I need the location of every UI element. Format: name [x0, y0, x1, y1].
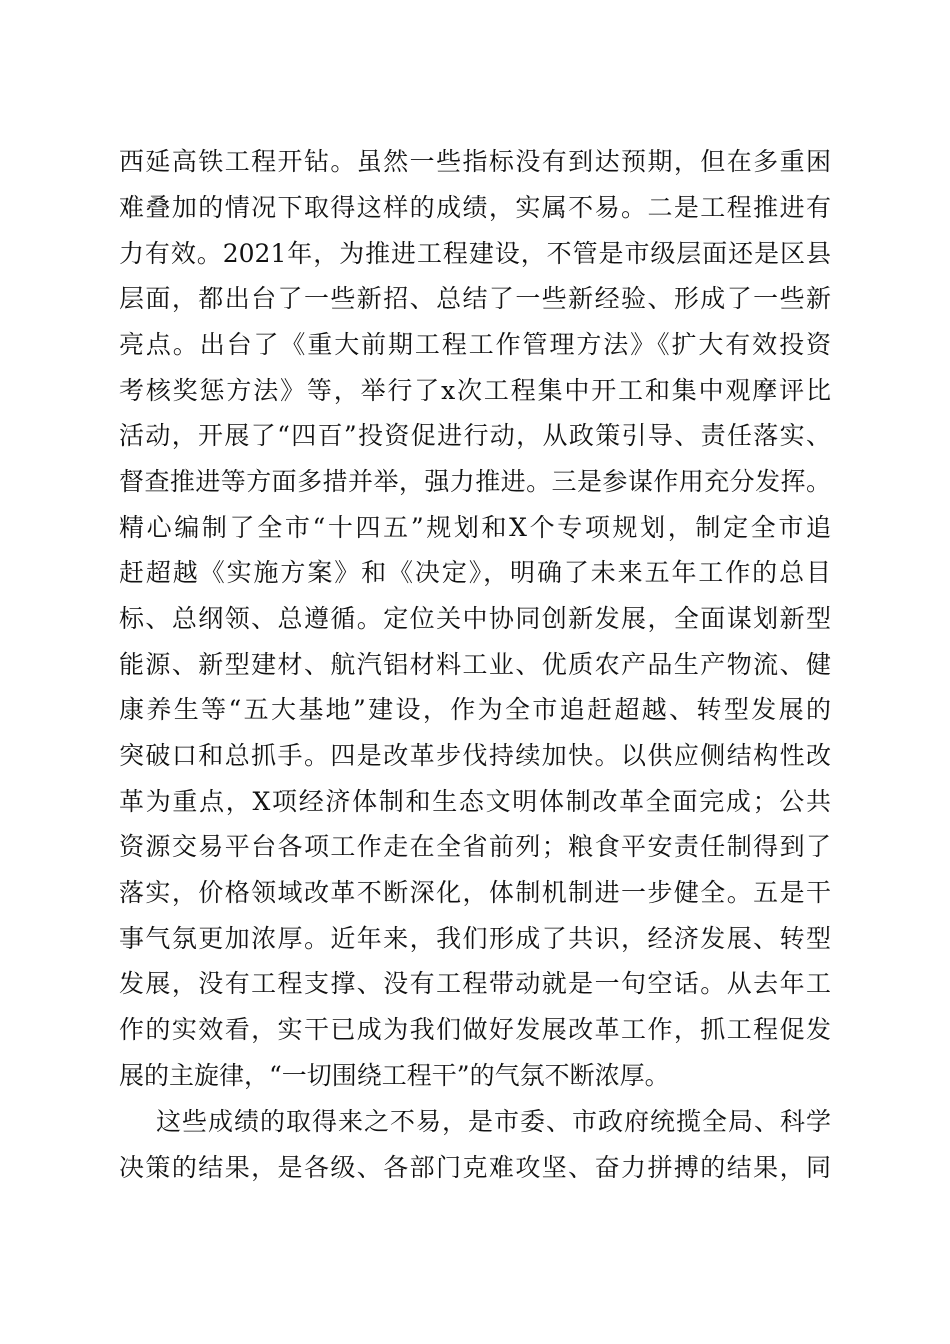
text-line: 层面，都出台了一些新招、总结了一些新经验、形成了一些新 [119, 284, 831, 313]
text-line: 西延高铁工程开钻。虽然一些指标没有到达预期，但在多重困 [119, 147, 831, 176]
text-line-paragraph-start: 这些成绩的取得来之不易，是市委、市政府统揽全局、科学 [156, 1107, 831, 1136]
text-line-paragraph-end: 展的主旋律，“一切围绕工程干”的气氛不断浓厚。 [119, 1061, 670, 1090]
text-line: 力有效。2021年，为推进工程建设，不管是市级层面还是区县 [119, 239, 831, 268]
text-line: 精心编制了全市“十四五”规划和X个专项规划，制定全市追 [119, 513, 831, 542]
text-line: 难叠加的情况下取得这样的成绩，实属不易。二是工程推进有 [119, 193, 831, 222]
text-line: 资源交易平台各项工作走在全省前列；粮食平安责任制得到了 [119, 832, 831, 861]
text-line: 亮点。出台了《重大前期工程工作管理方法》《扩大有效投资 [119, 330, 831, 359]
text-line: 考核奖惩方法》等，举行了x次工程集中开工和集中观摩评比 [119, 376, 831, 405]
text-line: 革为重点，X项经济体制和生态文明体制改革全面完成；公共 [119, 787, 831, 816]
text-line: 作的实效看，实干已成为我们做好发展改革工作，抓工程促发 [119, 1015, 831, 1044]
text-line: 事气氛更加浓厚。近年来，我们形成了共识，经济发展、转型 [119, 924, 831, 953]
text-line: 督查推进等方面多措并举，强力推进。三是参谋作用充分发挥。 [119, 467, 831, 496]
text-line: 康养生等“五大基地”建设，作为全市追赶超越、转型发展的 [119, 695, 831, 724]
text-line: 突破口和总抓手。四是改革步伐持续加快。以供应侧结构性改 [119, 741, 831, 770]
text-line: 发展，没有工程支撑、没有工程带动就是一句空话。从去年工 [119, 969, 831, 998]
text-line: 活动，开展了“四百”投资促进行动，从政策引导、责任落实、 [119, 421, 831, 450]
text-line: 标、总纲领、总遵循。定位关中协同创新发展，全面谋划新型 [119, 604, 831, 633]
text-line: 决策的结果，是各级、各部门克难攻坚、奋力拼搏的结果，同 [119, 1153, 831, 1182]
text-line: 赶超越《实施方案》和《决定》，明确了未来五年工作的总目 [119, 558, 831, 587]
text-line: 落实，价格领域改革不断深化，体制机制进一步健全。五是干 [119, 878, 831, 907]
text-line: 能源、新型建材、航汽铝材料工业、优质农产品生产物流、健 [119, 650, 831, 679]
